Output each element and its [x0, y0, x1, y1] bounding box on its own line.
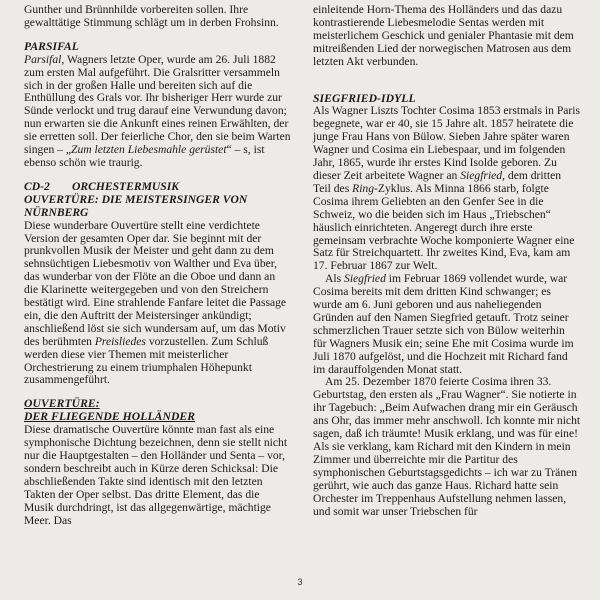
siegfried-p1-text-a: Als Wagner Liszts Tochter Cosima 1853 erstmals in Paris begegnete, war er 40, sie 15 Jahre alt. 1857 heiratete die junge Frau Hans von Bülow. Sieben Jahre später waren Wagner und Cosima ein Liebespaar, und im folgenden Jahr, 1865, wurde ihr erstes Kind Isolde geboren. Zu dieser Zeit arbeitete Wagner an — [313, 104, 581, 182]
siegfried-paragraph-2 — [313, 273, 581, 376]
section-spacer — [313, 69, 581, 93]
siegfried-p1-italic-siegfried: Siegfried — [460, 168, 503, 182]
siegfried-heading: SIEGFRIED-IDYLL — [313, 91, 416, 105]
hollaender-continuation: einleitende Horn-Thema des Holländers und das dazu kontrastierende Liebesmelodie Sentas werden mit meisterlichem Geschick und genialer Phantasie mit dem mitreißenden Lied der norwegischen Matrosen aus dem letzten Akt verbunden. — [313, 3, 574, 68]
siegfried-p1-text-b: , dem dritten Teil des — [313, 168, 562, 195]
cd2-heading — [24, 181, 292, 194]
parsifal-text-a: , Wagners letzte Oper, wurde am 26. Juli 1882 zum ersten Mal aufgeführt. Die Gralsritter versammeln sich in der großen Halle und bereiten sich auf die Enthüllung des Grals vor. Ihr bisheriger Herr wurde zur Sünde verlockt und trug darauf eine Verwundung davon; nun erwarten sie die Ankunft eines reinen Erwählten, der sie erretten soll. Der feierliche Chor, den sie beim Warten singen – „ — [24, 52, 291, 157]
parsifal-title: Parsifal — [24, 52, 62, 66]
meistersinger-preislied: Preisliedes — [94, 334, 146, 348]
meistersinger-text-b: vorzustellen. Zum Schluß werden diese vier Themen mit meisterlicher Orchestrierung zu einem triumphalen Höhepunkt zusammengeführt. — [24, 334, 269, 387]
hollaender-heading-line2-text: DER FLIEGENDE HOLLÄNDER — [24, 410, 196, 424]
siegfried-p2-text-a: Als — [325, 272, 345, 286]
hollaender-heading-line1-text: OUVERTÜRE: — [24, 397, 100, 411]
right-column — [313, 4, 581, 518]
siegfried-p2-text-b: im Februar 1869 vollendet wurde, war Cosima bereits mit dem dritten Kind schwanger; es wurde am 6. Juni geboren und aus naheliegenden Gründen auf den Namen Siegfried getauft. Trotz seiner schmerzlichen Trauer setzte sich von Bülow weiterhin für Wagners Musik ein; seine Ehe mit Cosima wurde im Juli 1870 aufgelöst, und die Hochzeit mit Richard fand im darauffolgenden Monat statt. — [313, 272, 574, 376]
page-number: 3 — [297, 577, 303, 587]
cd2-label: CD-2 — [24, 179, 50, 193]
parsifal-text-b: “ – s, ist ebenso schön wie traurig. — [24, 143, 265, 169]
siegfried-p1-italic-ring: Ring — [352, 181, 375, 195]
cd2-title: ORCHESTERMUSIK — [72, 179, 179, 193]
siegfried-p1-text-c: -Zyklus. Als Minna 1866 starb, folgte Cosima ihrem Geliebten an den Genfer See in die Schweiz, wo die beiden sich im Haus „Triebschen“ häuslich einrichteten. Angeregt durch ihre erste gemeinsam verbrachte Woche komponierte Wagner eine Satz für Streichquartett. Ihr zweites Kind, Eva, kam am 17. Februar 1867 zur Welt. — [313, 181, 575, 273]
meistersinger-text-a: Diese wunderbare Ouvertüre stellt eine verdichtete Version der gesamten Oper dar. Sie beginnt mit der prunkvollen Musik der Meister und geht dann zu dem sehnsüchtigen Liebesmotiv von Walther und Eva über, das wunderbar von der Flöte an die Oboe und dann an die Klarinette weitergegeben und von den Streichern bestätigt wird. Eine strahlende Fanfare leitet die Passage ein, die den Auftritt der Meistersinger ankündigt; anschließend löst sie sich wundersam auf, um das Motiv des berühmten — [24, 218, 287, 348]
parsifal-paragraph — [24, 54, 292, 170]
meistersinger-paragraph — [24, 220, 292, 388]
parsifal-quote: Zum letzten Liebesmahle gerüstet — [71, 143, 227, 157]
intro-paragraph: Gunther und Brünnhilde vorbereiten sollen. Ihre gewalttätige Stimmung schlägt um in derben Frohsinn. — [24, 3, 279, 29]
meistersinger-heading-line2: NÜRNBERG — [24, 205, 89, 219]
siegfried-p2-italic: Siegfried — [344, 272, 386, 286]
parsifal-heading: PARSIFAL — [24, 39, 79, 53]
hollaender-paragraph: Diese dramatische Ouvertüre könnte man fast als eine symphonische Dichtung bezeichnen, denn sie stellt nicht nur die Hauptgestalten – den Holländer und Senta – vor, sondern beschreibt auch in Kürze deren Schicksal: Die abschließenden Takte sind identisch mit den letzten Takten der Oper selbst. Das dritte Element, das die Musik durchdringt, ist das allgegenwärtige, mächtige Meer. Das — [24, 423, 288, 527]
left-column — [24, 4, 292, 527]
meistersinger-heading-line1: OUVERTÜRE: DIE MEISTERSINGER VON — [24, 192, 248, 206]
siegfried-paragraph-1 — [313, 105, 581, 273]
siegfried-paragraph-3: Am 25. Dezember 1870 feierte Cosima ihren 33. Geburtstag, den ersten als „Frau Wagner“. Sie notierte in ihr Tagebuch: „Beim Aufwachen drang mir ein Geräusch ans Ohr, das immer mehr anschwoll. Ich konnte mir nicht sagen, daß ich träumte! Musik erklang, und was für eine! Als sie verklang, kam Richard mit den Kindern in mein Zimmer und überreichte mir die Partitur des symphonischen Geburtstagsgedichts – ich war zu Tränen gerührt, wie auch das ganze Haus. Richard hatte sein Orchester im Treppenhaus Aufstellung nehmen lassen, und somit war unser Triebschen für — [313, 375, 581, 518]
